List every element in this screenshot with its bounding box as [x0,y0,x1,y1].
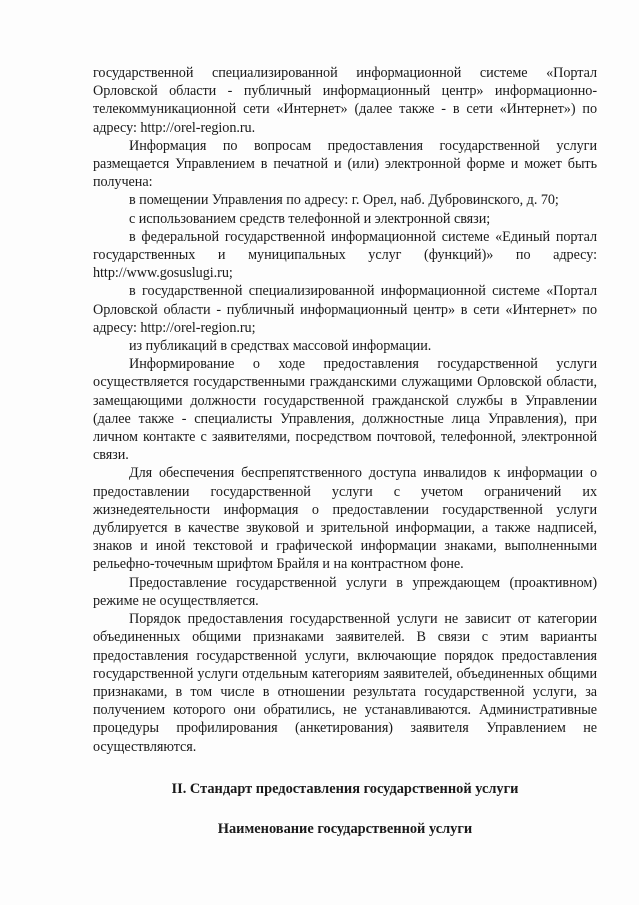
subsection-heading: Наименование государственной услуги [217,820,473,837]
section-heading: II. Стандарт предоставления государственной услуги [171,780,519,797]
paragraph: Предоставление государственной услуги в упреждающем (проактивном) режиме не осуществляется. [93,574,597,609]
paragraph: из публикаций в средствах массовой информации. [129,338,432,355]
paragraph: государственной специализированной информационной системе «Портал Орловской области - публичный информационный центр» информационно-телекоммуникационной сети «Интернет» (далее также - в сети «Интернет») по адресу: http://orel-region.ru. [93,65,597,136]
paragraph: в федеральной государственной информационной системе «Единый портал государственных и муниципальных услуг (функций)» по адресу: http://www.gosuslugi.ru; [93,228,597,282]
paragraph: в государственной специализированной информационной системе «Портал Орловской области - публичный информационный центр» в сети «Интернет» по адресу: http://orel-region.ru; [93,283,597,336]
paragraph: Информация по вопросам предоставления государственной услуги размещается Управлением в печатной и (или) электронной форме и может быть получена: [93,137,597,191]
paragraph: с использованием средств телефонной и электронной связи; [129,210,491,227]
paragraph: Порядок предоставления государственной услуги не зависит от категории объединенных общими признаками заявителей. В связи с этим варианты предоставления государственной услуги, включающие порядок предоставления государственной услуги отдельным категориям заявителей, объединенных общими признаками, в том числе в отношении результата государственной услуги, за получением которого они обратились, не устанавливаются. Административные процедуры профилирования (анкетирования) заявителя Управлением не осуществляются. [93,611,597,755]
paragraph: в помещении Управления по адресу: г. Орел, наб. Дубровинского, д. 70; [129,192,559,209]
paragraph: Информирование о ходе предоставления государственной услуги осуществляется государственными гражданскими служащими Орловской области, замещающими должности государственной гражданской службы в Управлении (далее также - специалисты Управления, должностные лица Управления), при личном контакте с заявителями, посредством почтовой, телефонной, электронной связи. [93,356,597,464]
paragraph: Для обеспечения беспрепятственного доступа инвалидов к информации о предоставлении государственной услуги с учетом ограничений их жизнедеятельности информация о предоставлении государственной услуги дублируется в качестве звуковой и зрительной информации, а также надписей, знаков и иной текстовой и графической информации знаками, выполненными рельефно-точечным шрифтом Брайля и на контрастном фоне. [93,465,597,573]
document-body [93,64,597,838]
